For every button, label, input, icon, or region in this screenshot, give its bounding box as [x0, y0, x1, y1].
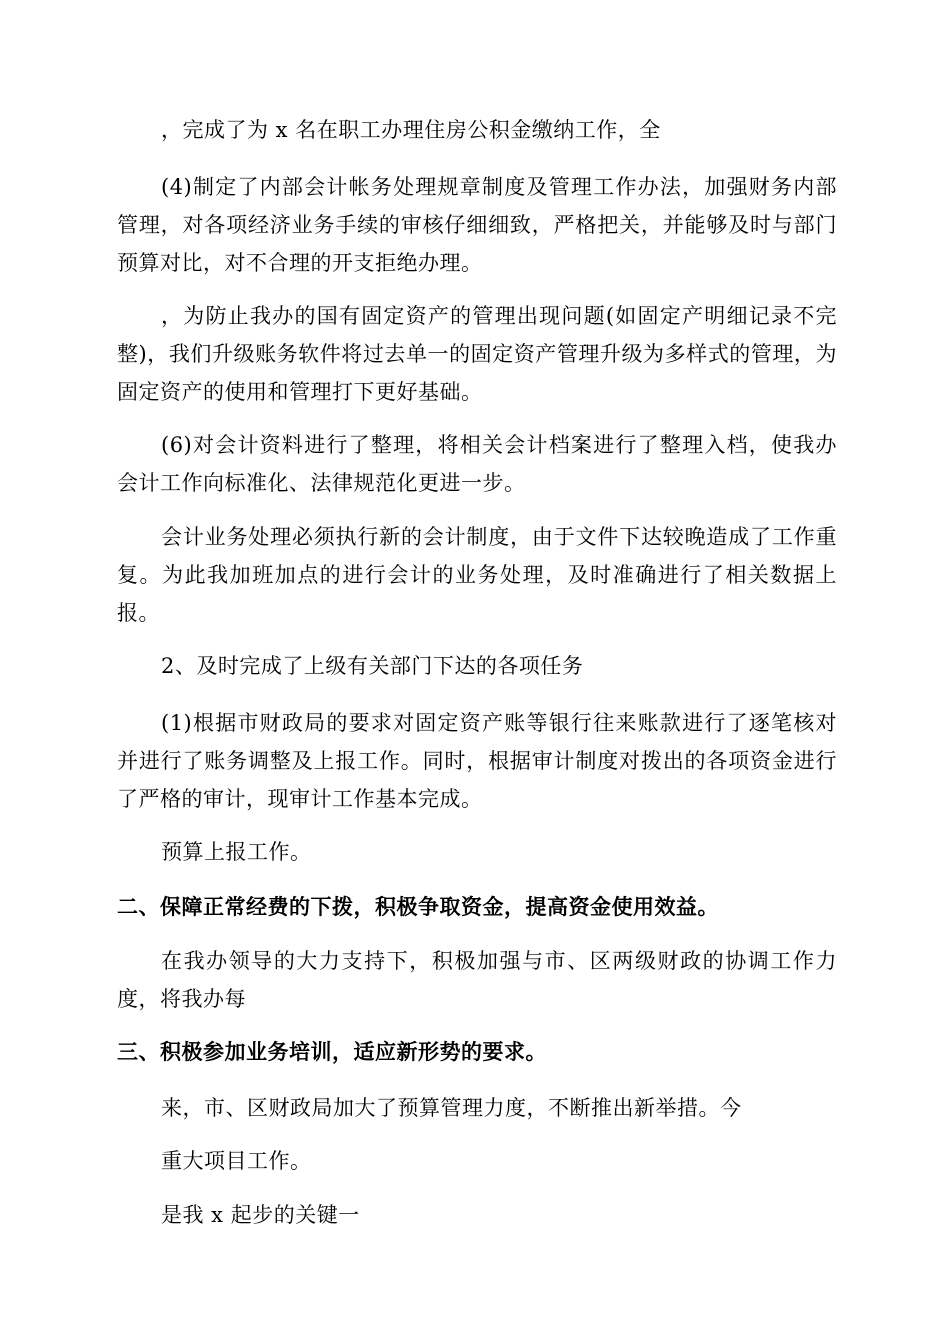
paragraph-archives: (6)对会计资料进行了整理，将相关会计档案进行了整理入档，使我办会计工作向标准化、法律规范化更进一步。 — [117, 433, 837, 495]
paragraph-new-accounting-system: 会计业务处理必须执行新的会计制度，由于文件下达较晚造成了工作重复。为此我加班加点的进行会计的业务处理，及时准确进行了相关数据上报。 — [117, 525, 837, 625]
paragraph-housing-fund: ，完成了为 x 名在职工办理住房公积金缴纳工作，全 — [161, 118, 661, 142]
paragraph-budget-management: 来，市、区财政局加大了预算管理力度，不断推出新举措。今 — [161, 1096, 742, 1120]
paragraph-tasks-heading: 2、及时完成了上级有关部门下达的各项任务 — [161, 654, 584, 678]
paragraph-budget-report: 预算上报工作。 — [161, 840, 312, 864]
paragraph-accounting-rules: (4)制定了内部会计帐务处理规章制度及管理工作办法，加强财务内部管理，对各项经济业务手续的审核仔细细致，严格把关，并能够及时与部门预算对比，对不合理的开支拒绝办理。 — [117, 175, 837, 275]
paragraph-leadership-support: 在我办领导的大力支持下，积极加强与市、区两级财政的协调工作力度，将我办每 — [117, 949, 837, 1011]
section-heading-3: 三、积极参加业务培训，适应新形势的要求。 — [117, 1039, 547, 1064]
paragraph-key-step: 是我 x 起步的关键一 — [161, 1203, 360, 1227]
paragraph-fixed-assets: ，为防止我办的国有固定资产的管理出现问题(如固定产明细记录不完整)，我们升级账务软件将过去单一的固定资产管理升级为多样式的管理，为固定资产的使用和管理打下更好基础。 — [117, 304, 837, 404]
paragraph-major-projects: 重大项目工作。 — [161, 1149, 312, 1173]
paragraph-audit: (1)根据市财政局的要求对固定资产账等银行往来账款进行了逐笔核对并进行了账务调整及上报工作。同时，根据审计制度对拨出的各项资金进行了严格的审计，现审计工作基本完成。 — [117, 711, 837, 811]
section-heading-2: 二、保障正常经费的下拨，积极争取资金，提高资金使用效益。 — [117, 894, 719, 919]
